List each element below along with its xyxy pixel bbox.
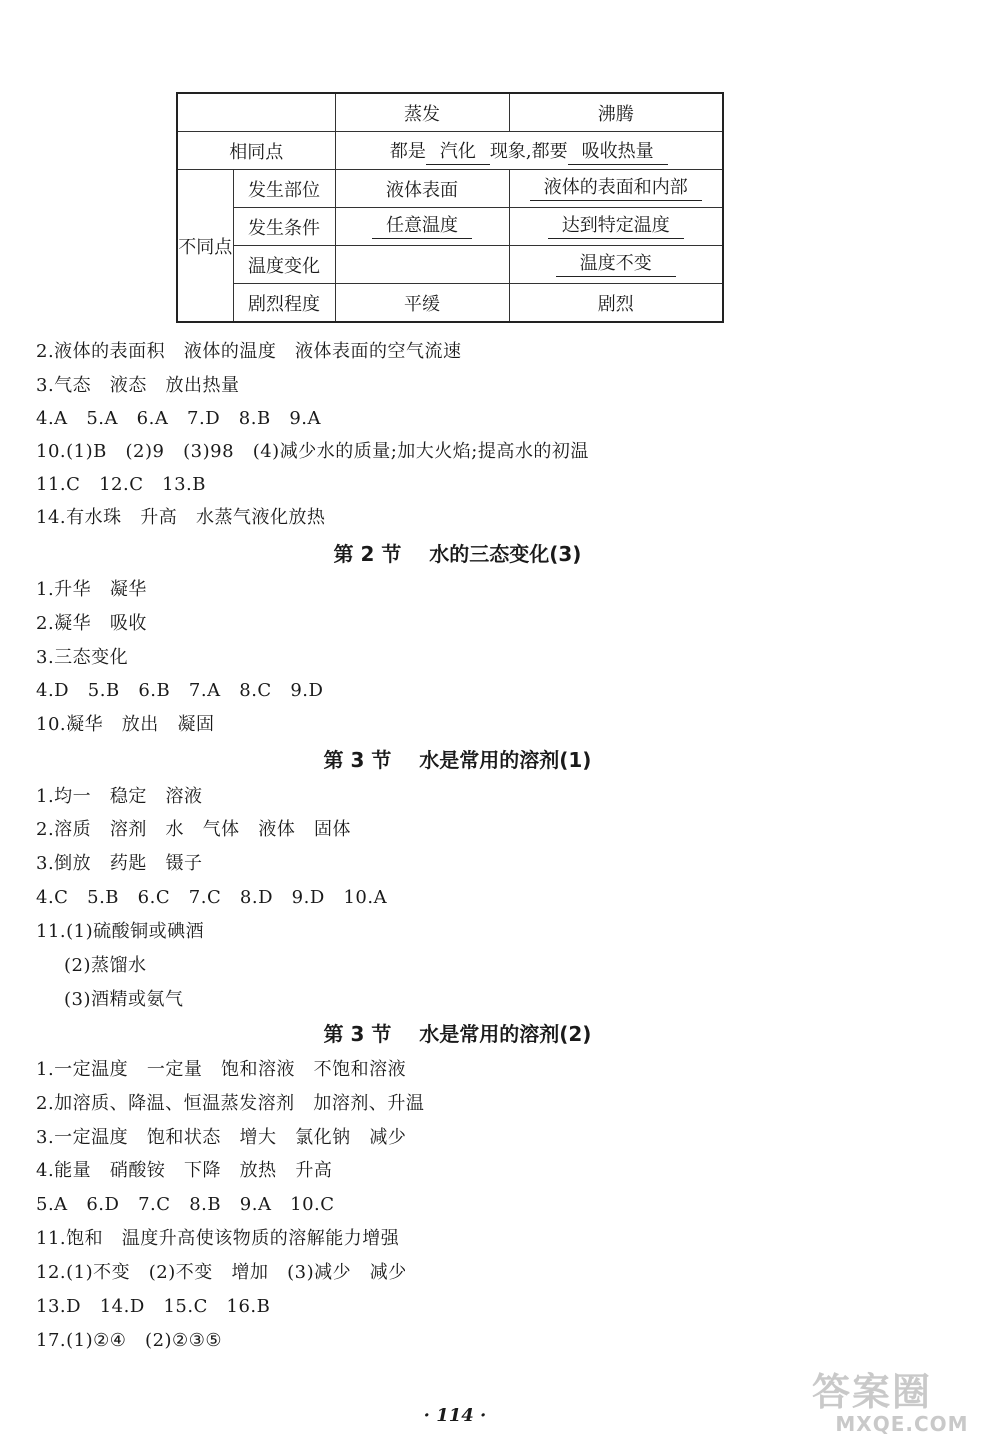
similarity-row xyxy=(177,132,723,170)
similarity-prefix: 都是 xyxy=(389,140,426,162)
similarity-blank-1: 汽化 xyxy=(426,141,490,165)
table-corner-cell xyxy=(177,93,335,132)
boiling-answer: 温度不变 xyxy=(556,253,676,277)
table-row xyxy=(177,208,723,246)
evaporation-answer: 任意温度 xyxy=(372,215,472,239)
answer-line: 13.D 14.D 15.C 16.B xyxy=(36,1296,271,1317)
watermark-url: MXQE.COM xyxy=(835,1412,969,1436)
similarity-middle: 现象,都要 xyxy=(489,140,568,162)
watermark-title: 答案圈 xyxy=(812,1370,933,1414)
answer-line: 3.气态 液态 放出热量 xyxy=(36,375,240,396)
boiling-answer: 达到特定温度 xyxy=(548,215,684,239)
answer-line: 11.饱和 温度升高使该物质的溶解能力增强 xyxy=(36,1228,400,1249)
answer-line: 4.A 5.A 6.A 7.D 8.B 9.A xyxy=(36,408,322,429)
boiling-cell xyxy=(509,246,723,284)
evaporation-boiling-table xyxy=(176,92,724,323)
answer-line: 4.能量 硝酸铵 下降 放热 升高 xyxy=(36,1160,333,1181)
evaporation-cell xyxy=(335,246,509,284)
evaporation-cell xyxy=(335,208,509,246)
header-boiling: 沸腾 xyxy=(509,93,723,132)
answer-line: 4.D 5.B 6.B 7.A 8.C 9.D xyxy=(36,680,324,701)
boiling-cell xyxy=(509,208,723,246)
watermark-logo xyxy=(812,1372,992,1442)
answer-line: (3)酒精或氨气 xyxy=(64,989,184,1010)
page-number: · 114 · xyxy=(423,1405,487,1426)
answer-line: 2.凝华 吸收 xyxy=(36,613,147,634)
answer-line: 14.有水珠 升高 水蒸气液化放热 xyxy=(36,507,326,528)
answer-line: (2)蒸馏水 xyxy=(64,955,147,976)
evaporation-cell: 平缓 xyxy=(335,284,509,323)
answer-line: 11.(1)硫酸铜或碘酒 xyxy=(36,921,205,942)
table-header-row xyxy=(177,93,723,132)
answer-line: 17.(1)②④ (2)②③⑤ xyxy=(36,1330,222,1351)
row-label: 剧烈程度 xyxy=(233,284,335,323)
answer-line: 4.C 5.B 6.C 7.C 8.D 9.D 10.A xyxy=(36,887,388,908)
answer-line: 1.一定温度 一定量 饱和溶液 不饱和溶液 xyxy=(36,1059,407,1080)
answer-line: 10.凝华 放出 凝固 xyxy=(36,714,215,735)
row-label: 温度变化 xyxy=(233,246,335,284)
boiling-cell: 剧烈 xyxy=(509,284,723,323)
boiling-cell xyxy=(509,170,723,208)
table-row xyxy=(177,246,723,284)
answer-line: 3.三态变化 xyxy=(36,647,129,668)
section-heading: 第 3 节 水是常用的溶剂(2) xyxy=(323,1022,592,1046)
similarity-label: 相同点 xyxy=(177,132,335,170)
answer-line: 1.均一 稳定 溶液 xyxy=(36,786,203,807)
answer-line: 2.加溶质、降温、恒温蒸发溶剂 加溶剂、升温 xyxy=(36,1093,425,1114)
answer-line: 11.C 12.C 13.B xyxy=(36,474,206,495)
row-label: 发生部位 xyxy=(233,170,335,208)
answer-line: 10.(1)B (2)9 (3)98 (4)减少水的质量;加大火焰;提高水的初温 xyxy=(36,441,589,462)
section-heading: 第 2 节 水的三态变化(3) xyxy=(333,542,582,566)
table-row xyxy=(177,170,723,208)
answer-line: 2.溶质 溶剂 水 气体 液体 固体 xyxy=(36,819,351,840)
answer-line: 3.一定温度 饱和状态 增大 氯化钠 减少 xyxy=(36,1127,407,1148)
difference-label: 不同点 xyxy=(177,170,233,323)
answer-line: 12.(1)不变 (2)不变 增加 (3)减少 减少 xyxy=(36,1262,407,1283)
similarity-content xyxy=(335,132,723,170)
answer-line: 2.液体的表面积 液体的温度 液体表面的空气流速 xyxy=(36,341,462,362)
header-evaporation: 蒸发 xyxy=(335,93,509,132)
answer-line: 1.升华 凝华 xyxy=(36,579,147,600)
answer-line: 5.A 6.D 7.C 8.B 9.A 10.C xyxy=(36,1194,335,1215)
evaporation-cell: 液体表面 xyxy=(335,170,509,208)
answer-line: 3.倒放 药匙 镊子 xyxy=(36,853,203,874)
row-label: 发生条件 xyxy=(233,208,335,246)
boiling-answer: 液体的表面和内部 xyxy=(530,177,702,201)
similarity-blank-2: 吸收热量 xyxy=(568,141,668,165)
section-heading: 第 3 节 水是常用的溶剂(1) xyxy=(323,748,592,772)
table-row xyxy=(177,284,723,323)
